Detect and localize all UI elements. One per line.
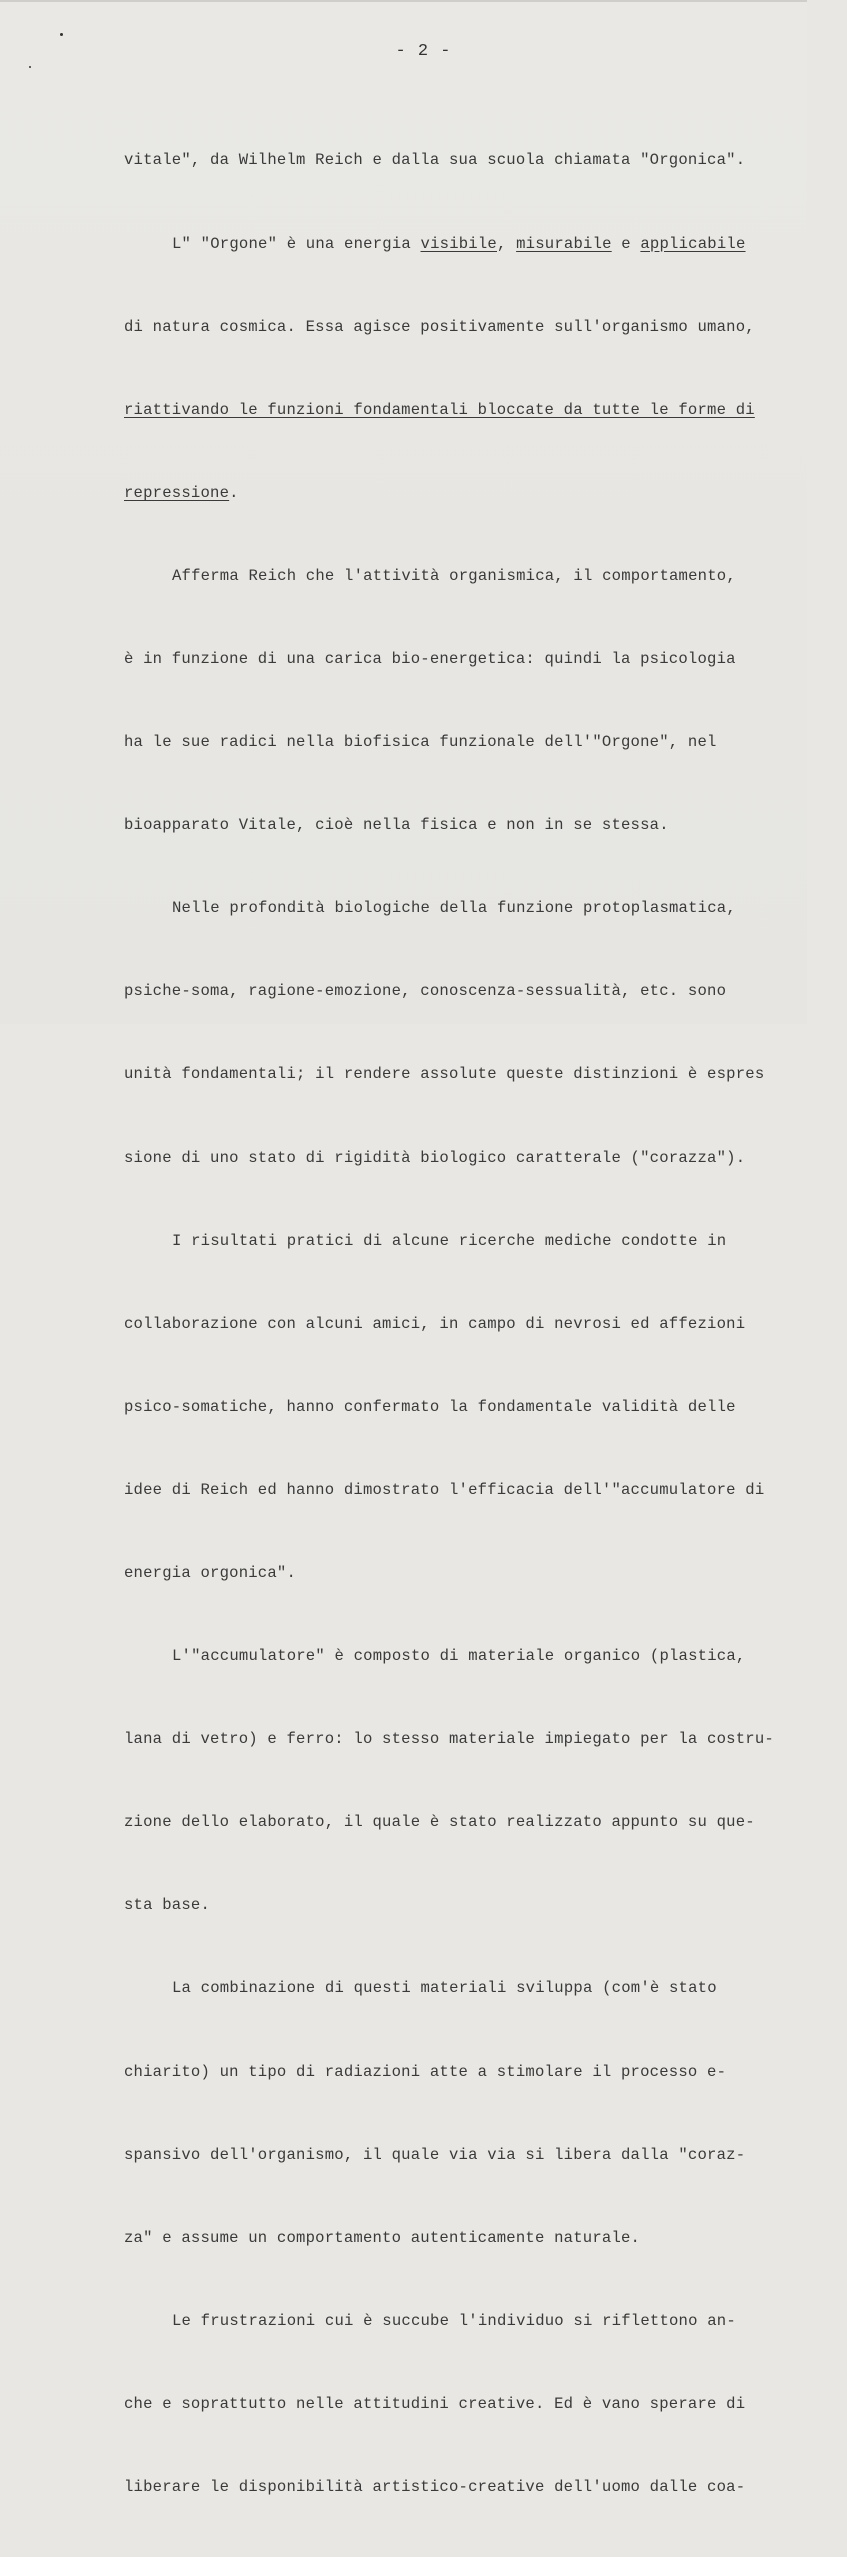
- text-line: za" e assume un comportamento autenticamente naturale.: [124, 2228, 641, 2247]
- text-line: sta base.: [124, 1896, 211, 1915]
- ink-speck: [29, 66, 31, 68]
- page-edge: [0, 0, 807, 2]
- text-line: unità fondamentali; il rendere assolute queste distinzioni è espres: [124, 1065, 765, 1084]
- text-line: vitale", da Wilhelm Reich e dalla sua scuola chiamata "Orgonica".: [124, 151, 746, 170]
- underlined-word: applicabile: [640, 234, 746, 253]
- underlined-word: visibile: [420, 234, 497, 253]
- text-line: repressione.: [124, 483, 239, 502]
- text-line-underlined: riattivando le funzioni fondamentali bloccate da tutte le forme di: [124, 400, 755, 419]
- text-line: liberare le disponibilità artistico-creative dell'uomo dalle coa-: [124, 2478, 746, 2497]
- text-line: sione di uno stato di rigidità biologico caratterale ("corazza").: [124, 1148, 746, 1167]
- text-line: idee di Reich ed hanno dimostrato l'efficacia dell'"accumulatore di: [124, 1480, 765, 1499]
- text-line: bioapparato Vitale, cioè nella fisica e non in se stessa.: [124, 816, 669, 835]
- text-line: psiche-soma, ragione-emozione, conoscenza-sessualità, etc. sono: [124, 982, 727, 1001]
- text-line: spansivo dell'organismo, il quale via via si libera dalla "coraz-: [124, 2145, 746, 2164]
- underlined-word: repressione: [124, 483, 230, 502]
- ink-speck: [60, 33, 63, 36]
- text-line: di natura cosmica. Essa agisce positivamente sull'organismo umano,: [124, 317, 755, 336]
- text-line: chiarito) un tipo di radiazioni atte a stimolare il processo e-: [124, 2062, 727, 2081]
- text-line: Le frustrazioni cui è succube l'individuo si riflettono an-: [172, 2311, 736, 2330]
- text-line: L" "Orgone" è una energia visibile, misurabile e applicabile: [172, 234, 746, 253]
- page-number: - 2 -: [395, 42, 452, 61]
- text-line: psico-somatiche, hanno confermato la fondamentale validità delle: [124, 1397, 736, 1416]
- text-line: Afferma Reich che l'attività organismica, il comportamento,: [172, 566, 736, 585]
- text-line: energia orgonica".: [124, 1564, 297, 1582]
- text-line: I risultati pratici di alcune ricerche mediche condotte in: [172, 1231, 727, 1250]
- text-line: che e soprattutto nelle attitudini creative. Ed è vano sperare di: [124, 2394, 746, 2413]
- text-line: Nelle profondità biologiche della funzione protoplasmatica,: [172, 899, 736, 918]
- text-line: La combinazione di questi materiali sviluppa (com'è stato: [172, 1979, 717, 1998]
- text-line: ha le sue radici nella biofisica funzionale dell'"Orgone", nel: [124, 733, 717, 752]
- text-line: zione dello elaborato, il quale è stato realizzato appunto su que-: [124, 1813, 755, 1832]
- body-text: [124, 92, 784, 2557]
- text-line: collaborazione con alcuni amici, in campo di nevrosi ed affezioni: [124, 1314, 746, 1333]
- text-line: è in funzione di una carica bio-energetica: quindi la psicologia: [124, 649, 736, 668]
- text-line: L'"accumulatore" è composto di materiale organico (plastica,: [172, 1647, 746, 1666]
- underlined-word: misurabile: [516, 234, 612, 253]
- text-line: lana di vetro) e ferro: lo stesso materiale impiegato per la costru-: [124, 1730, 774, 1749]
